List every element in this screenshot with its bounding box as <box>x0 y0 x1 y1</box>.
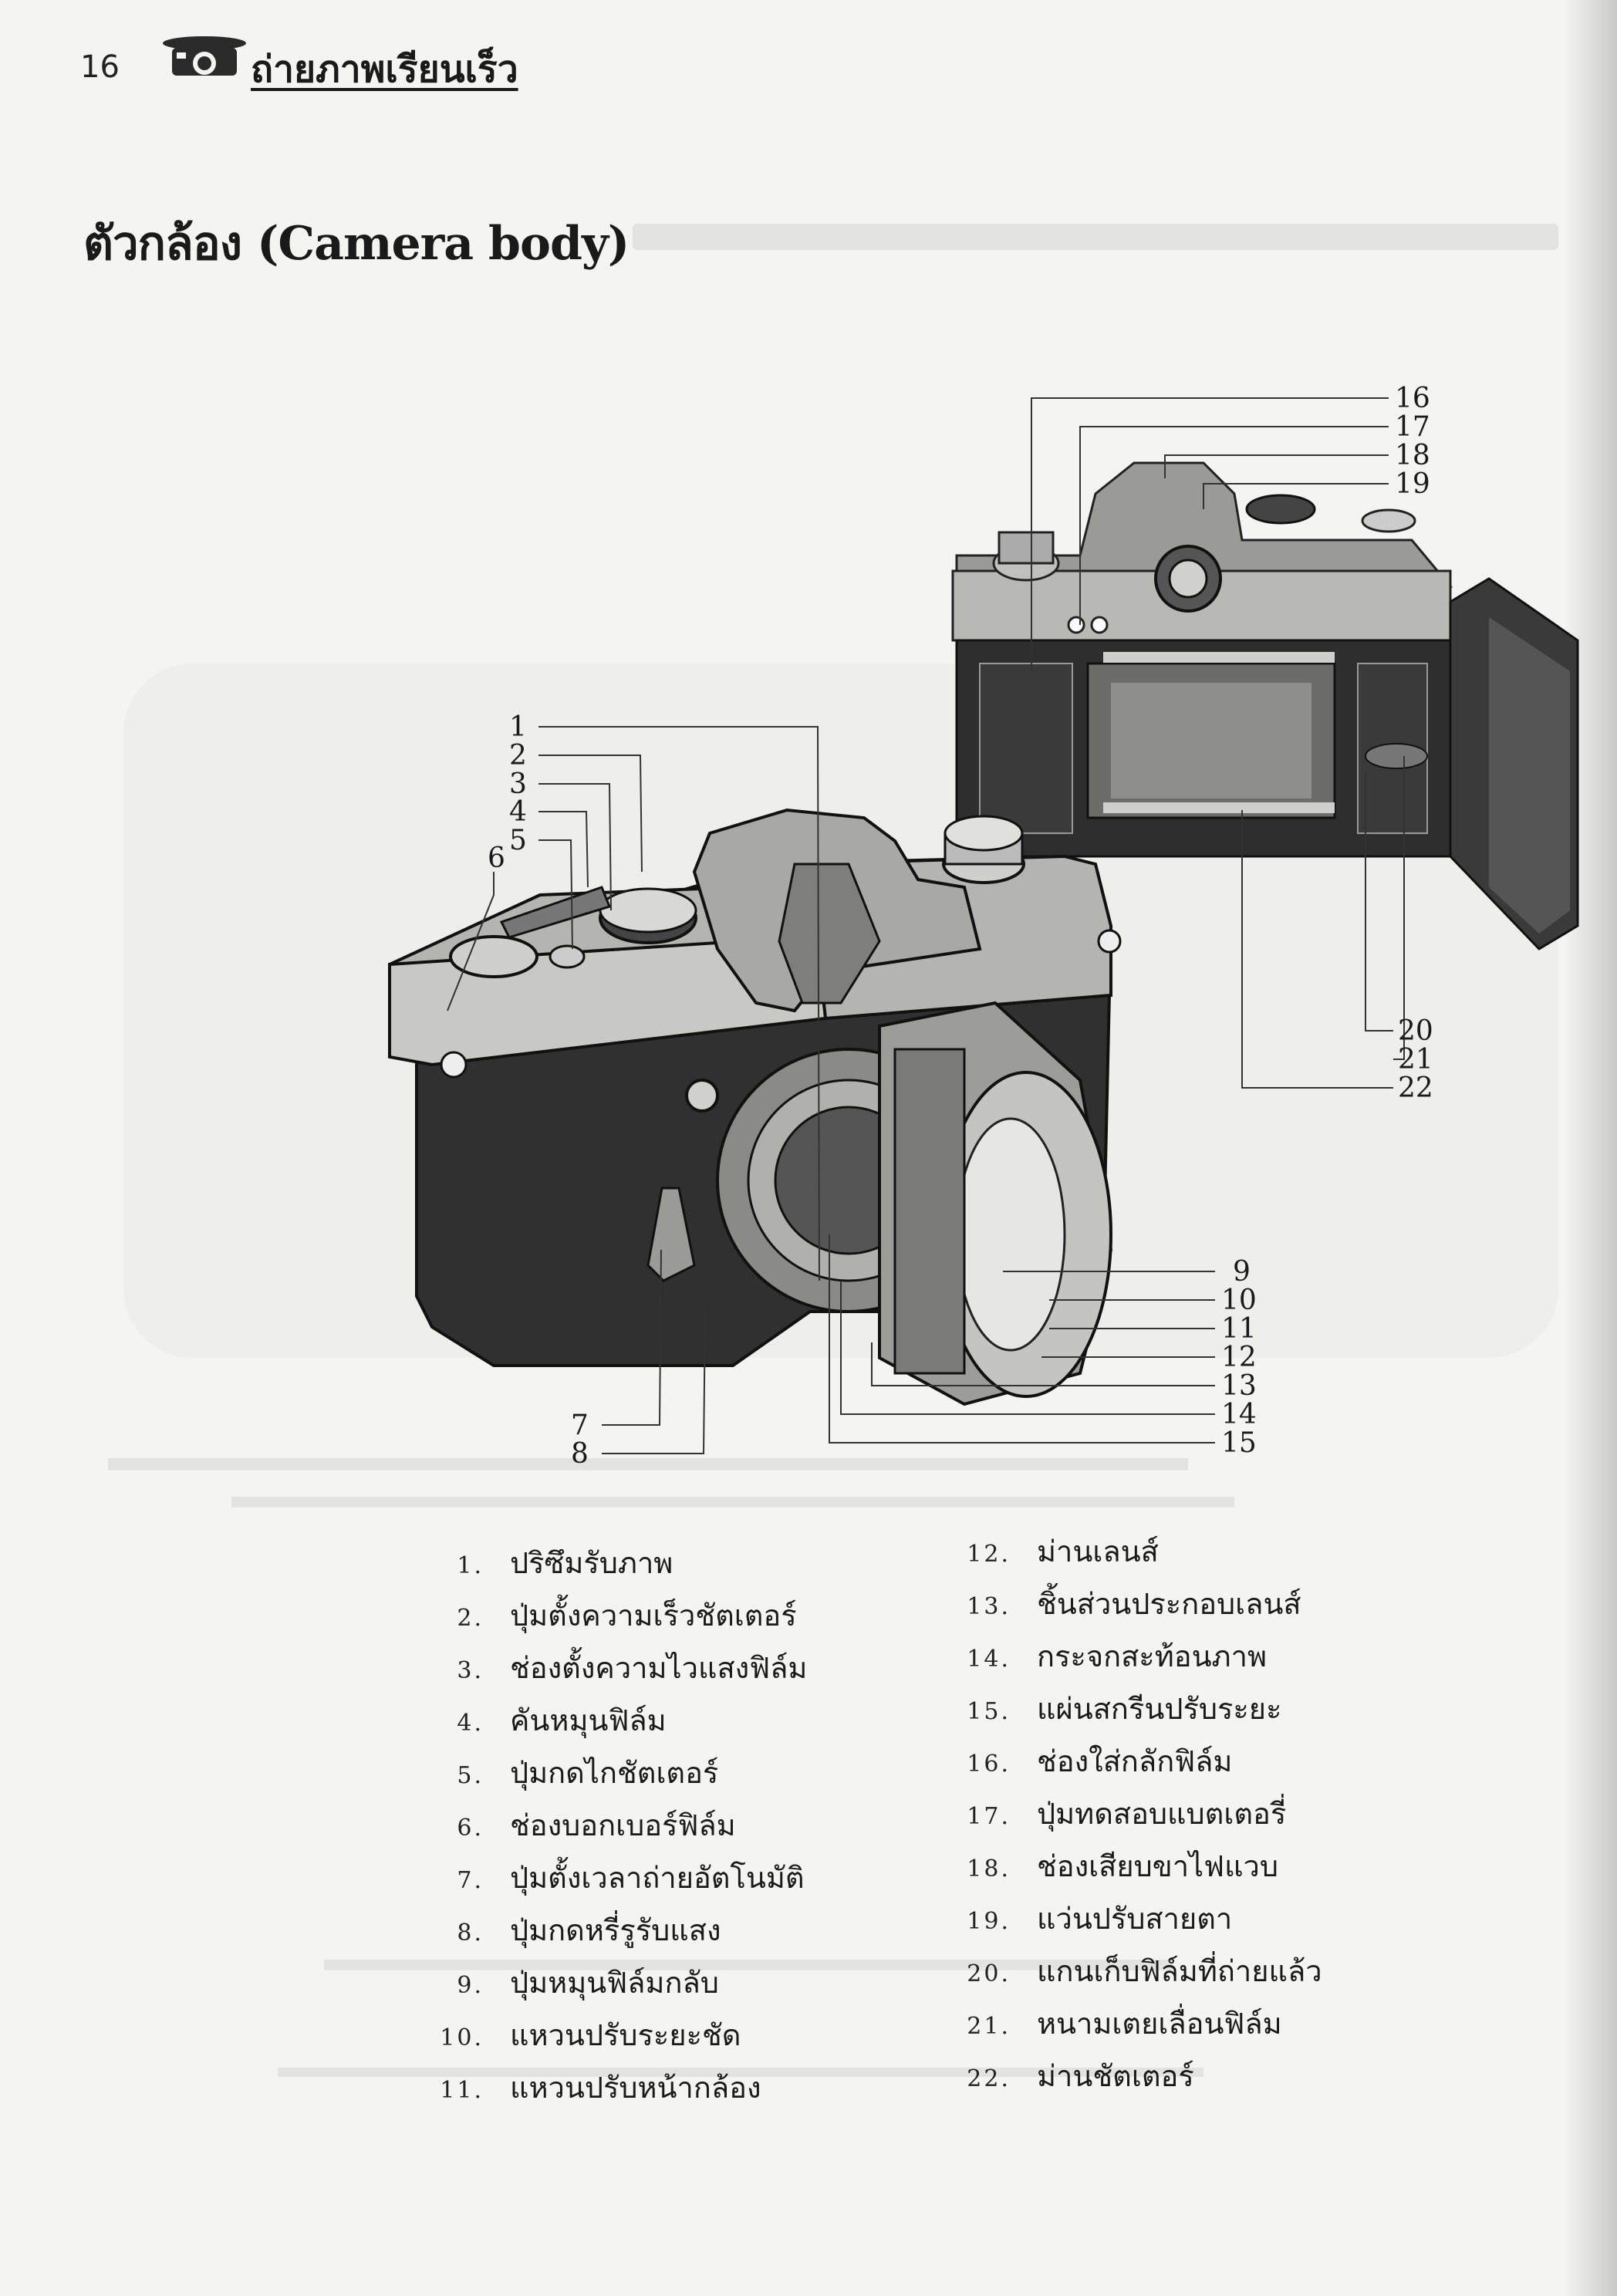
list-item: 4. คันหมุนฟิล์ม <box>457 1703 667 1737</box>
list-item: 11. แหวนปรับหน้ากล้อง <box>440 2071 761 2105</box>
callout-11: 11 <box>1221 1313 1257 1345</box>
book-title: ถ่ายภาพเรียนเร็ว <box>251 48 518 91</box>
list-item: 14. กระจกสะท้อนภาพ <box>967 1639 1267 1673</box>
callout-9: 9 <box>1233 1256 1251 1288</box>
list-item: 16. ช่องใส่กลักฟิล์ม <box>967 1744 1233 1778</box>
legend-left-column <box>420 1539 807 2116</box>
callout-22: 22 <box>1398 1072 1433 1104</box>
callout-2: 2 <box>509 740 527 772</box>
callout-17: 17 <box>1395 411 1430 443</box>
list-item: 2. ปุ่มตั้งความเร็วชัตเตอร์ <box>457 1599 797 1633</box>
callout-7: 7 <box>571 1410 589 1441</box>
list-item: 1. ปริซึมรับภาพ <box>457 1546 673 1580</box>
callout-8: 8 <box>571 1438 589 1470</box>
section-heading: ตัวกล้อง (Camera body) <box>83 217 630 271</box>
list-item: 6. ช่องบอกเบอร์ฟิล์ม <box>457 1808 736 1842</box>
list-item: 12. ม่านเลนส์ <box>967 1535 1159 1568</box>
callout-10: 10 <box>1221 1285 1257 1316</box>
list-item: 13. ชิ้นส่วนประกอบเลนส์ <box>967 1587 1301 1621</box>
list-item: 9. ปุ่มหมุนฟิล์มกลับ <box>457 1966 719 2000</box>
callout-15: 15 <box>1221 1427 1257 1459</box>
list-item: 20. แกนเก็บฟิล์มที่ถ่ายแล้ว <box>967 1954 1322 1988</box>
list-item: 21. หนามเตยเลื่อนฟิล์ม <box>967 2007 1282 2041</box>
callout-18: 18 <box>1395 440 1430 471</box>
callout-12: 12 <box>1221 1342 1257 1373</box>
list-item: 10. แหวนปรับระยะชัด <box>440 2018 741 2052</box>
callout-16: 16 <box>1395 383 1430 414</box>
callout-1: 1 <box>509 711 527 743</box>
list-item: 7. ปุ่มตั้งเวลาถ่ายอัตโนมัติ <box>457 1861 805 1895</box>
list-item: 5. ปุ่มกดไกชัตเตอร์ <box>457 1756 719 1790</box>
legend-right-column <box>947 1528 1322 2105</box>
callout-4: 4 <box>509 796 527 828</box>
list-item: 19. แว่นปรับสายตา <box>967 1902 1233 1936</box>
callout-5: 5 <box>509 825 527 856</box>
callout-14: 14 <box>1221 1399 1257 1430</box>
list-item: 15. แผ่นสกรีนปรับระยะ <box>967 1692 1282 1726</box>
callout-13: 13 <box>1221 1370 1257 1402</box>
callout-3: 3 <box>509 768 527 800</box>
list-item: 22. ม่านชัตเตอร์ <box>967 2059 1194 2093</box>
page-number: 16 <box>80 49 120 85</box>
callout-21: 21 <box>1398 1044 1433 1075</box>
callout-19: 19 <box>1395 468 1430 500</box>
list-item: 3. ช่องตั้งความไวแสงฟิล์ม <box>457 1651 808 1685</box>
list-item: 8. ปุ่มกดหรี่รูรับแสง <box>457 1913 721 1947</box>
list-item: 18. ช่องเสียบขาไฟแวบ <box>967 1849 1279 1883</box>
list-item: 17. ปุ่มทดสอบแบตเตอรี่ <box>967 1797 1287 1831</box>
callout-20: 20 <box>1398 1015 1433 1047</box>
callout-6: 6 <box>488 842 505 874</box>
